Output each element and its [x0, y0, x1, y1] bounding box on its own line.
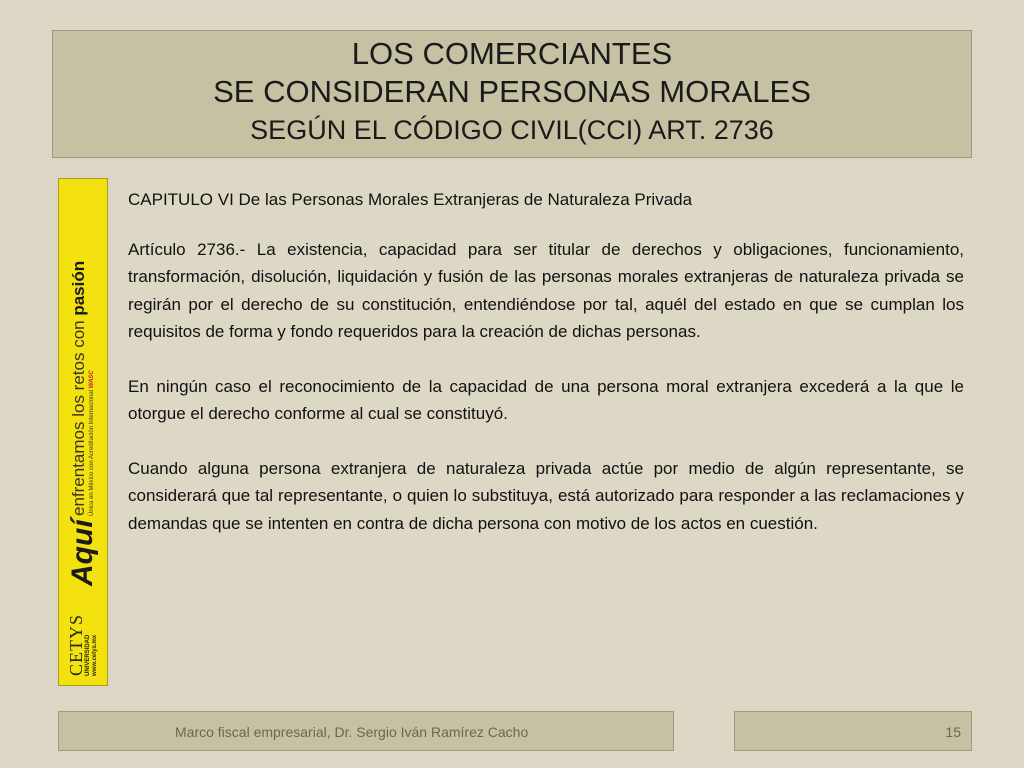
slide-title [52, 30, 972, 158]
slogan-small [88, 261, 96, 516]
article-paragraph: En ningún caso el reconocimiento de la capacidad de una persona moral extranjera excederá a la que le otorgue el derecho conforme al cual se constituyó. [128, 376, 964, 423]
logo-subtitle: UNIVERSIDAD [85, 634, 91, 676]
banner-aqui: Aquí [66, 519, 99, 586]
wasc-brand: WASC [89, 370, 95, 389]
title-line-2: SE CONSIDERAN PERSONAS MORALES [213, 74, 811, 109]
article-paragraph: Artículo 2736.- La existencia, capacidad para ser titular de derechos y obligaciones, funcionamiento, transformación, disolución, liquidación y fusión de las personas morales extranjeras de naturaleza privada se regirán por el derecho de su constitución, entendiéndose por tal, aquél del estado en que se cumplan los requisitos de forma y fondo requeridos para la creación de dichas personas. [128, 239, 964, 341]
slogan-text: enfrentamos los retos con [69, 315, 88, 516]
title-line-1: LOS COMERCIANTES [351, 36, 673, 71]
cetys-logo [63, 590, 103, 682]
slogan-small-text: Única en México con Acreditación Internacional [89, 388, 95, 516]
title-line-3: SEGÚN EL CÓDIGO CIVIL(CCI) ART. 2736 [250, 115, 774, 145]
footer-caption: Marco fiscal empresarial, Dr. Sergio Iván Ramírez Cacho [58, 711, 674, 751]
chapter-heading: CAPITULO VI De las Personas Morales Extranjeras de Naturaleza Privada [128, 190, 693, 209]
page-number: 15 [734, 711, 972, 751]
slogan-main [70, 261, 88, 516]
logo-name: CETYS [66, 613, 86, 676]
slogan-bold: pasión [69, 260, 88, 316]
logo-url: www.cetys.mx [92, 634, 98, 676]
banner-slogan [63, 261, 103, 516]
article-paragraph: Cuando alguna persona extranjera de naturaleza privada actúe por medio de algún representante, se considerará que tal representante, o quien lo substituya, está autorizado para responder a las reclamaciones y demandas que se intenten en contra de dicha persona con motivo de los actos en cuestión. [128, 458, 964, 533]
university-banner [58, 178, 108, 686]
slide-body [128, 186, 964, 564]
